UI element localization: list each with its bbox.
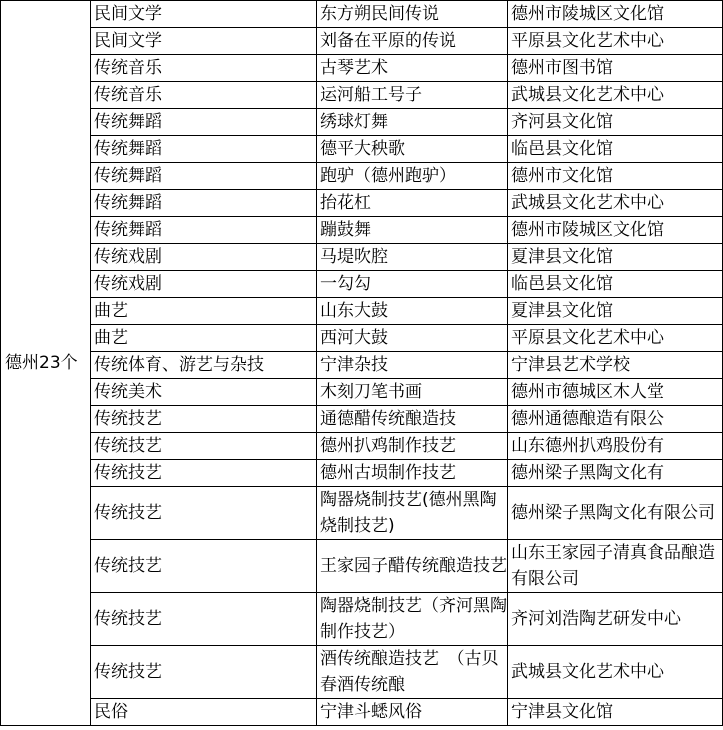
- project-cell: 宁津杂技: [317, 352, 508, 379]
- table-row: [1, 460, 723, 487]
- table-row: [1, 298, 723, 325]
- project-cell: 抬花杠: [317, 190, 508, 217]
- unit-cell: 齐河刘浩陶艺研发中心: [508, 593, 723, 646]
- project-cell: 宁津斗蟋风俗: [317, 699, 508, 726]
- project-cell: 通德醋传统酿造技: [317, 406, 508, 433]
- table-row: [1, 325, 723, 352]
- table-row: [1, 163, 723, 190]
- table-row: [1, 540, 723, 593]
- category-cell: 传统技艺: [91, 540, 317, 593]
- unit-cell: 山东王家园子清真食品酿造有限公司: [508, 540, 723, 593]
- category-cell: 传统舞蹈: [91, 217, 317, 244]
- category-cell: 传统戏剧: [91, 244, 317, 271]
- unit-cell: 山东德州扒鸡股份有: [508, 433, 723, 460]
- table-row: [1, 271, 723, 298]
- unit-cell: 德州市文化馆: [508, 163, 723, 190]
- table-row: [1, 190, 723, 217]
- category-cell: 传统戏剧: [91, 271, 317, 298]
- table-row: [1, 487, 723, 540]
- category-cell: 传统技艺: [91, 406, 317, 433]
- unit-cell: 武城县文化艺术中心: [508, 190, 723, 217]
- unit-cell: 德州市陵城区文化馆: [508, 1, 723, 28]
- unit-cell: 德州市陵城区文化馆: [508, 217, 723, 244]
- category-cell: 传统舞蹈: [91, 163, 317, 190]
- category-cell: 传统技艺: [91, 460, 317, 487]
- unit-cell: 武城县文化艺术中心: [508, 82, 723, 109]
- unit-cell: 宁津县艺术学校: [508, 352, 723, 379]
- project-cell: 东方朔民间传说: [317, 1, 508, 28]
- unit-cell: 临邑县文化馆: [508, 136, 723, 163]
- table-row: [1, 109, 723, 136]
- project-cell: 绣球灯舞: [317, 109, 508, 136]
- unit-cell: 德州梁子黑陶文化有限公司: [508, 487, 723, 540]
- project-cell: 木刻刀笔书画: [317, 379, 508, 406]
- unit-cell: 德州市图书馆: [508, 55, 723, 82]
- table-row: [1, 217, 723, 244]
- unit-cell: 宁津县文化馆: [508, 699, 723, 726]
- table-row: [1, 28, 723, 55]
- table-row: [1, 82, 723, 109]
- project-cell: 运河船工号子: [317, 82, 508, 109]
- project-cell: 古琴艺术: [317, 55, 508, 82]
- unit-cell: 德州通德酿造有限公: [508, 406, 723, 433]
- table-row: [1, 699, 723, 726]
- category-cell: 传统技艺: [91, 433, 317, 460]
- category-cell: 传统美术: [91, 379, 317, 406]
- unit-cell: 德州梁子黑陶文化有: [508, 460, 723, 487]
- table-row: [1, 406, 723, 433]
- project-cell: 德平大秧歌: [317, 136, 508, 163]
- table-row: [1, 379, 723, 406]
- category-cell: 民间文学: [91, 28, 317, 55]
- unit-cell: 平原县文化艺术中心: [508, 325, 723, 352]
- table-row: [1, 352, 723, 379]
- category-cell: 曲艺: [91, 325, 317, 352]
- table-row: [1, 433, 723, 460]
- table-body: [1, 1, 723, 726]
- project-cell: 王家园子醋传统酿造技艺: [317, 540, 508, 593]
- table-row: [1, 1, 723, 28]
- unit-cell: 平原县文化艺术中心: [508, 28, 723, 55]
- category-cell: 传统技艺: [91, 646, 317, 699]
- project-cell: 陶器烧制技艺(德州黑陶烧制技艺): [317, 487, 508, 540]
- project-cell: 西河大鼓: [317, 325, 508, 352]
- category-cell: 传统音乐: [91, 55, 317, 82]
- unit-cell: 临邑县文化馆: [508, 271, 723, 298]
- category-cell: 传统舞蹈: [91, 109, 317, 136]
- table-row: [1, 136, 723, 163]
- unit-cell: 德州市德城区木人堂: [508, 379, 723, 406]
- unit-cell: 夏津县文化馆: [508, 244, 723, 271]
- project-cell: 酒传统酿造技艺 （古贝春酒传统酿: [317, 646, 508, 699]
- category-cell: 传统舞蹈: [91, 136, 317, 163]
- project-cell: 刘备在平原的传说: [317, 28, 508, 55]
- category-cell: 传统音乐: [91, 82, 317, 109]
- unit-cell: 夏津县文化馆: [508, 298, 723, 325]
- table-row: [1, 593, 723, 646]
- project-cell: 跑驴（德州跑驴）: [317, 163, 508, 190]
- category-cell: 民俗: [91, 699, 317, 726]
- category-cell: 曲艺: [91, 298, 317, 325]
- table-row: [1, 646, 723, 699]
- project-cell: 陶器烧制技艺（齐河黑陶制作技艺）: [317, 593, 508, 646]
- region-cell: 德州23个: [1, 1, 91, 726]
- category-cell: 传统体育、游艺与杂技: [91, 352, 317, 379]
- category-cell: 传统舞蹈: [91, 190, 317, 217]
- category-cell: 传统技艺: [91, 593, 317, 646]
- table-row: [1, 244, 723, 271]
- unit-cell: 齐河县文化馆: [508, 109, 723, 136]
- project-cell: 山东大鼓: [317, 298, 508, 325]
- project-cell: 蹦鼓舞: [317, 217, 508, 244]
- project-cell: 德州古埙制作技艺: [317, 460, 508, 487]
- category-cell: 民间文学: [91, 1, 317, 28]
- unit-cell: 武城县文化艺术中心: [508, 646, 723, 699]
- table-row: [1, 55, 723, 82]
- project-cell: 德州扒鸡制作技艺: [317, 433, 508, 460]
- project-cell: 马堤吹腔: [317, 244, 508, 271]
- category-cell: 传统技艺: [91, 487, 317, 540]
- project-cell: 一勾勾: [317, 271, 508, 298]
